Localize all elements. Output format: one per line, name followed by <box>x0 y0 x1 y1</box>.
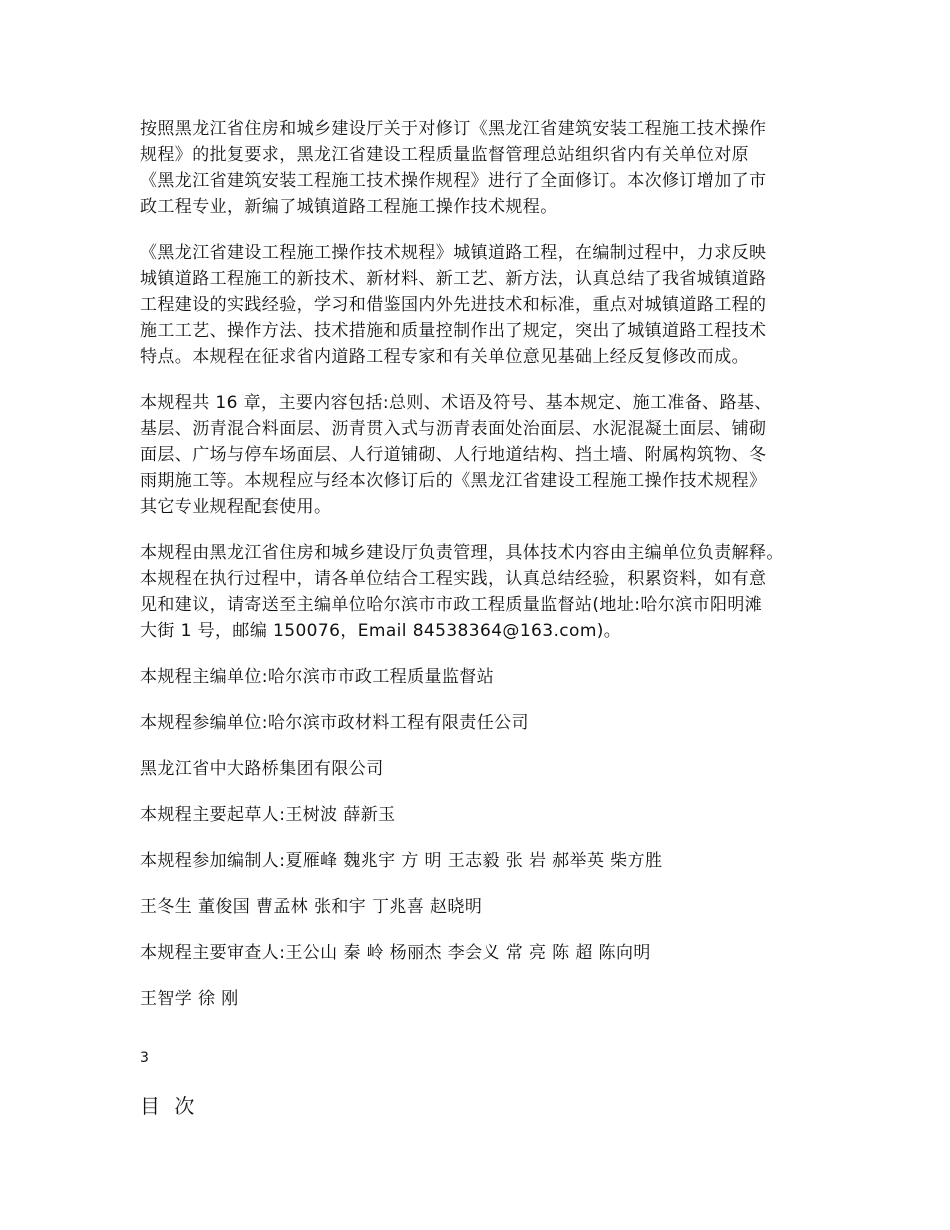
text-line: 本规程由黑龙江省住房和城乡建设厅负责管理，具体技术内容由主编单位负责解释。 <box>140 543 784 563</box>
text-line: 面层、广场与停车场面层、人行道铺砌、人行地道结构、挡土墙、附属构筑物、冬 <box>140 445 767 465</box>
text-line: 雨期施工等。本规程应与经本次修订后的《黑龙江省建设工程施工操作技术规程》 <box>140 471 767 491</box>
participating-unit: 本规程参编单位:哈尔滨市政材料工程有限责任公司 <box>140 713 529 733</box>
text-line: 《黑龙江省建设工程施工操作技术规程》城镇道路工程，在编制过程中，力求反映 <box>140 243 767 263</box>
main-reviewers: 本规程主要审查人:王公山 秦 岭 杨丽杰 李会义 常 亮 陈 超 陈向明 <box>140 943 651 963</box>
page-number: 3 <box>140 1050 149 1066</box>
text-line: 见和建议，请寄送至主编单位哈尔滨市市政工程质量监督站(地址:哈尔滨市阳明滩 <box>140 595 763 615</box>
text-line: 其它专业规程配套使用。 <box>140 497 332 517</box>
paragraph-management-contact <box>140 540 812 644</box>
chief-editor-unit: 本规程主编单位:哈尔滨市市政工程质量监督站 <box>140 667 495 687</box>
section-heading-contents: 目 次 <box>140 1094 199 1118</box>
main-reviewers-continued: 王智学 徐 刚 <box>140 989 239 1009</box>
paragraph-revision-background <box>140 116 812 220</box>
paragraph-compilation-process <box>140 240 812 370</box>
text-line: 特点。本规程在征求省内道路工程专家和有关单位意见基础上经反复修改而成。 <box>140 347 749 367</box>
text-line: 大街 1 号，邮编 150076，Email 84538364@163.com)。 <box>140 621 622 641</box>
text-line: 本规程在执行过程中，请各单位结合工程实践，认真总结经验，积累资料，如有意 <box>140 569 767 589</box>
text-line: 基层、沥青混合料面层、沥青贯入式与沥青表面处治面层、水泥混凝土面层、铺砌 <box>140 419 767 439</box>
text-line: 政工程专业，新编了城镇道路工程施工操作技术规程。 <box>140 197 558 217</box>
text-line: 本规程共 16 章，主要内容包括:总则、术语及符号、基本规定、施工准备、路基、 <box>140 393 772 413</box>
text-line: 城镇道路工程施工的新技术、新材料、新工艺、新方法，认真总结了我省城镇道路 <box>140 269 767 289</box>
main-drafters: 本规程主要起草人:王树波 薛新玉 <box>140 805 396 825</box>
text-line: 《黑龙江省建筑安装工程施工技术操作规程》进行了全面修订。本次修订增加了市 <box>140 171 767 191</box>
text-line: 工程建设的实践经验，学习和借鉴国内外先进技术和标准，重点对城镇道路工程的 <box>140 295 767 315</box>
participating-editors: 本规程参加编制人:夏雁峰 魏兆宇 方 明 王志毅 张 岩 郝举英 柴方胜 <box>140 851 663 871</box>
participating-editors-continued: 王冬生 董俊国 曹孟林 张和宇 丁兆喜 赵晓明 <box>140 897 483 917</box>
text-line: 规程》的批复要求，黑龙江省建设工程质量监督管理总站组织省内有关单位对原 <box>140 145 749 165</box>
text-line: 按照黑龙江省住房和城乡建设厅关于对修订《黑龙江省建筑安装工程施工技术操作 <box>140 119 767 139</box>
paragraph-main-contents <box>140 390 812 520</box>
text-line: 施工工艺、操作方法、技术措施和质量控制作出了规定，突出了城镇道路工程技术 <box>140 321 767 341</box>
participating-unit-continued: 黑龙江省中大路桥集团有限公司 <box>140 759 384 779</box>
document-body <box>140 116 812 1032</box>
